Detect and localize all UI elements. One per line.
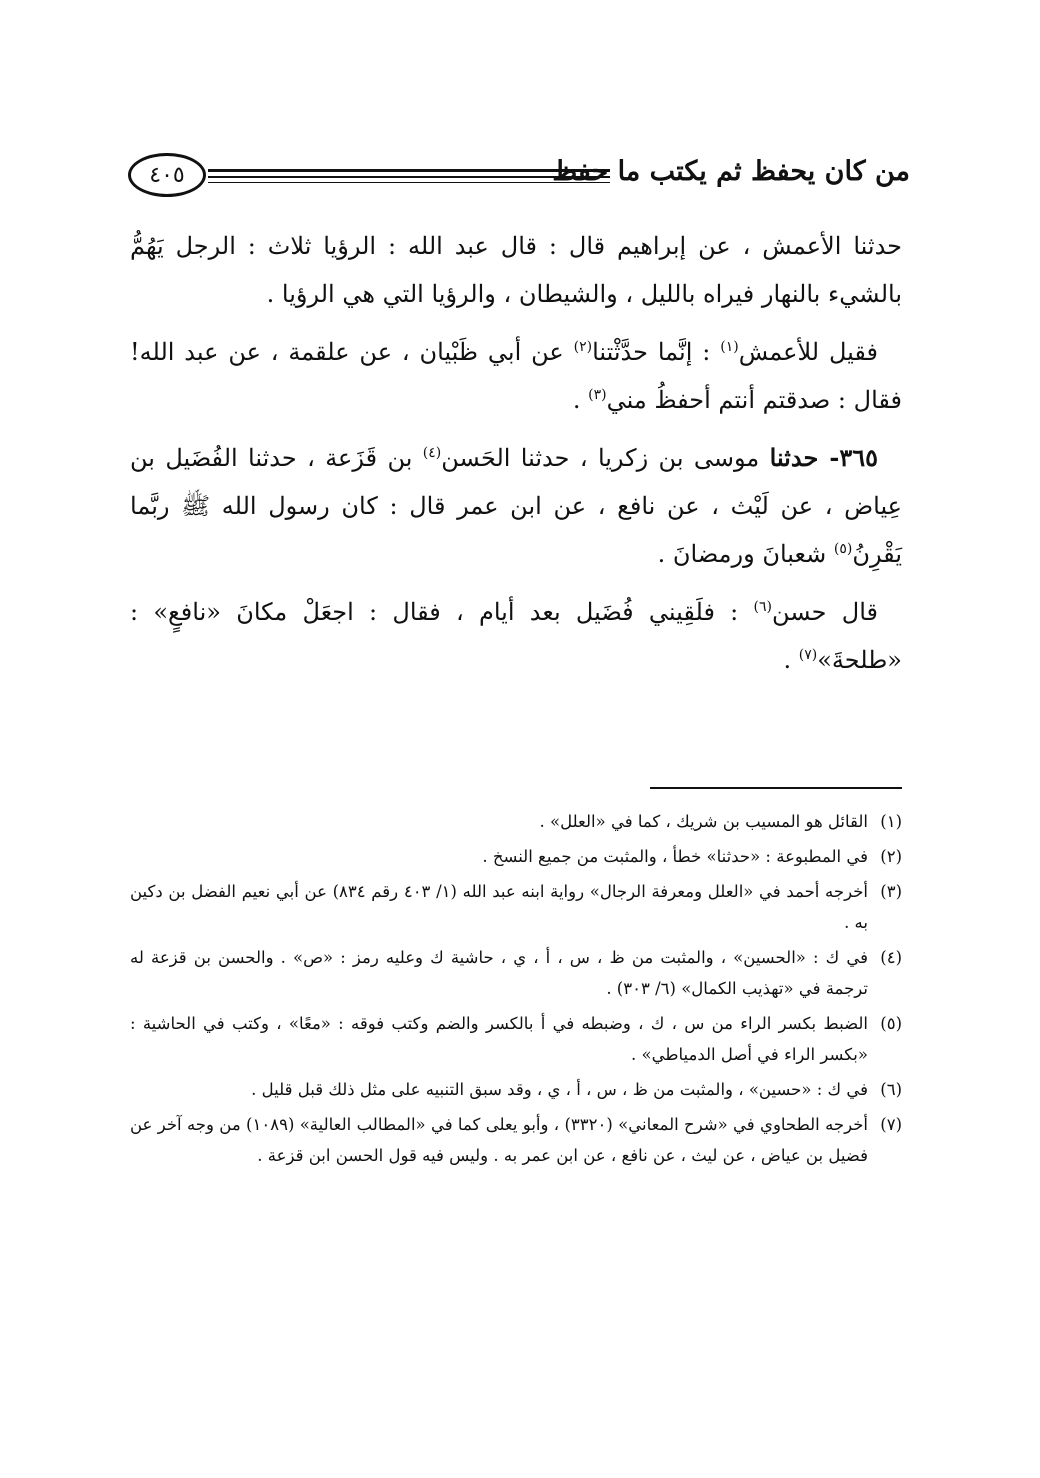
- text-segment: عن أبي ظَبْيان ، عن علقمة ، عن عبد الله! فقال : صدقتم أنتم أحفظُ مني: [130, 338, 902, 414]
- footnote-text: أخرجه الطحاوي في «شرح المعاني» (٣٣٢٠) ، وأبو يعلى كما في «المطالب العالية» (١٠٨٩) من وجه آخر عن فضيل بن عياض ، عن ليث ، عن نافع ، عن ابن عمر به . وليس فيه قول الحسن ابن قزعة .: [130, 1115, 869, 1165]
- main-text: [130, 222, 902, 694]
- footnote-text: الضبط بكسر الراء من س ، ك ، وضبطه في أ بالكسر والضم وكتب فوقه : «معًا» ، وكتب في الحاشية : «بكسر الراء في أصل الدمياطي» .: [130, 1014, 868, 1064]
- text-segment: شعبانَ ورمضانَ .: [657, 540, 834, 568]
- footnote-6: [130, 1074, 902, 1105]
- footnote-2: [130, 841, 902, 872]
- header-rule-medium: [208, 176, 610, 178]
- footnotes: [130, 806, 902, 1175]
- footnote-ref-1: (١): [720, 339, 739, 355]
- footnote-ref-5: (٥): [833, 541, 853, 557]
- hadith-number: ٣٦٥- حدثنا: [769, 443, 879, 472]
- text-segment: : إنَّما حدَّثْتنا: [592, 338, 721, 366]
- text-segment: : فلَقِيني فُضَيل بعد أيام ، فقال : اجعَلْ مكانَ «نافعٍ» : «طلحةَ»: [130, 598, 902, 674]
- paragraph-2: [130, 328, 902, 424]
- header-rule-thin: [208, 182, 610, 183]
- footnote-1: [130, 806, 902, 837]
- footnote-4: [130, 942, 902, 1004]
- footnote-number: (٤): [880, 948, 902, 967]
- footnote-number: (٢): [880, 847, 902, 866]
- header-rule-thick: [208, 169, 610, 172]
- footnote-ref-3: (٣): [588, 387, 607, 403]
- text-segment: موسى بن زكريا ، حدثنا الحَسن: [441, 444, 770, 472]
- page-number: ٤٠٥: [149, 162, 185, 188]
- page-number-oval: [128, 153, 206, 197]
- paragraph-1: حدثنا الأعمش ، عن إبراهيم قال : قال عبد الله : الرؤيا ثلاث : الرجل يَهُمُّ بالشيء بالنهار فيراه بالليل ، والشيطان ، والرؤيا التي هي الرؤيا .: [130, 232, 902, 308]
- footnote-number: (٣): [880, 882, 902, 901]
- book-title: من كان يحفظ ثم يكتب ما حفظ: [552, 156, 910, 187]
- footnote-ref-7: (٧): [798, 647, 818, 663]
- text-segment: .: [783, 646, 799, 674]
- footnote-text: في المطبوعة : «حدثنا» خطأ ، والمثبت من جميع النسخ .: [482, 847, 868, 866]
- footnote-number: (٧): [880, 1115, 902, 1134]
- paragraph-4: [130, 588, 902, 684]
- text-segment: .: [572, 386, 589, 414]
- footnote-number: (١): [880, 812, 902, 831]
- footnote-number: (٦): [880, 1080, 902, 1099]
- footnote-text: في ك : «حسين» ، والمثبت من ظ ، س ، أ ، ي ، وقد سبق التنبيه على مثل ذلك قبل قليل .: [251, 1080, 868, 1099]
- hadith-365: [130, 434, 902, 578]
- footnote-text: أخرجه أحمد في «العلل ومعرفة الرجال» رواية ابنه عبد الله (١/ ٤٠٣ رقم ٨٣٤) عن أبي نعيم الفضل بن دكين به .: [130, 882, 868, 932]
- running-header: [128, 150, 910, 206]
- footnote-7: [130, 1109, 902, 1171]
- footnote-number: (٥): [880, 1014, 902, 1033]
- footnote-5: [130, 1008, 902, 1070]
- footnote-ref-6: (٦): [753, 599, 772, 615]
- footnote-text: في ك : «الحسين» ، والمثبت من ظ ، س ، أ ، ي ، حاشية ك وعليه رمز : «ص» . والحسن بن قزعة له ترجمة في «تهذيب الكمال» (٦/ ٣٠٣) .: [130, 948, 868, 998]
- text-segment: بن قَزَعة ، حدثنا الفُضَيل بن عِياض ، عن لَيْث ، عن نافع ، عن ابن عمر قال : كان رسول الله ﷺ ربَّما يَقْرِنُ: [130, 444, 902, 568]
- footnote-text: القائل هو المسيب بن شريك ، كما في «العلل» .: [539, 812, 868, 831]
- footnote-separator: [650, 787, 902, 789]
- text-segment: قال حسن: [772, 598, 878, 626]
- footnote-3: [130, 876, 902, 938]
- text-segment: فقيل للأعمش: [738, 338, 879, 366]
- footnote-ref-2: (٢): [573, 339, 593, 355]
- footnote-ref-4: (٤): [422, 445, 442, 461]
